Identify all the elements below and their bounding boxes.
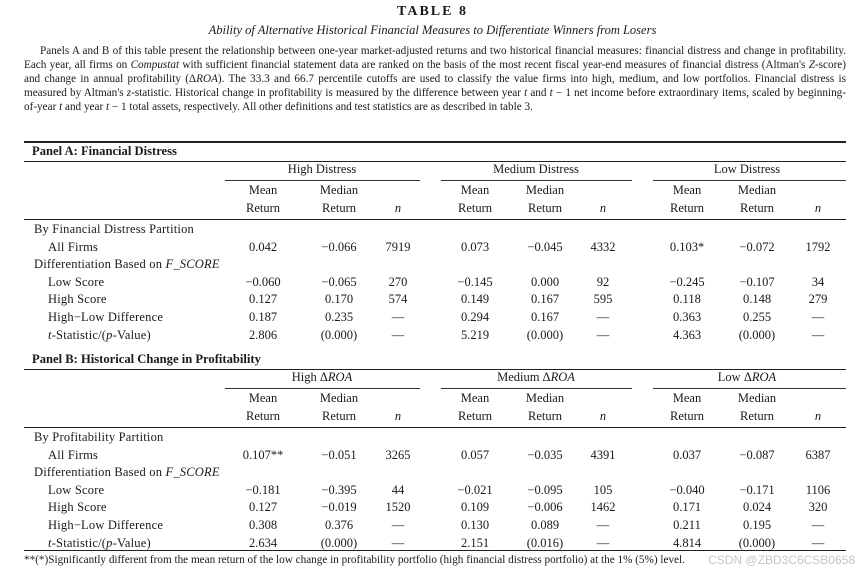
table-cell: −0.395	[321, 482, 357, 497]
group-header-prefix: Medium Δ	[497, 370, 551, 384]
group-header-suffix: ROA	[751, 370, 777, 384]
table-cell: 0.187	[248, 310, 278, 324]
table-cell: 0.073	[460, 239, 490, 254]
table-cell: 270	[388, 274, 408, 289]
table-cell: 3265	[385, 447, 411, 462]
table-cell: −0.171	[739, 482, 775, 497]
caption-text: ). The 33.3 and 66.7 percentile cutoffs are used to classify the value firms into high, medium, and low portfolios. Financial distress is measured by Altman's	[24, 73, 847, 100]
table-cell: −0.145	[457, 274, 493, 289]
group-header-3	[647, 370, 847, 385]
table-cell: 0.363	[672, 310, 702, 324]
table-row	[24, 483, 846, 500]
caption-text: and year	[62, 101, 106, 114]
column-header: Mean	[672, 391, 702, 405]
table-cell: −0.051	[321, 447, 357, 462]
column-header: Return	[321, 201, 357, 215]
caption-text: and	[527, 87, 550, 100]
row-label: High−Low Difference	[48, 310, 164, 324]
table-row	[24, 518, 846, 535]
row-label-italic: F_SCORE	[165, 257, 220, 272]
row-label: Low Score	[48, 482, 105, 497]
column-header: Median	[525, 391, 565, 405]
column-header: Return	[245, 201, 281, 215]
table-cell: —	[596, 518, 610, 532]
table-number: TABLE 8	[397, 4, 468, 19]
table-cell: −0.040	[669, 482, 705, 497]
table-cell: 0.235	[324, 310, 354, 324]
table-cell: 44	[391, 482, 405, 497]
table-cell: 4.814	[672, 535, 702, 550]
table-cell: 0.376	[324, 518, 354, 532]
table-cell: 4391	[590, 447, 616, 462]
table-row	[24, 465, 846, 482]
table-cell: 0.167	[530, 292, 560, 307]
group-header-suffix: ROA	[550, 370, 575, 384]
header-rule	[24, 219, 846, 220]
table-cell: 0.211	[673, 518, 701, 532]
table-cell: 0.042	[248, 239, 278, 254]
row-label-italic: t	[48, 535, 52, 550]
column-header: n	[394, 201, 402, 215]
group-header-prefix: Low Δ	[717, 370, 752, 384]
table-cell: 0.057	[460, 447, 490, 462]
table-cell: —	[596, 535, 610, 550]
caption-text: with sufficient financial statement data are ranked on the basis of the most recent fiscal year-end measures of financial distress (Altman's	[179, 59, 809, 72]
caption-text: -score) and change in annual profitability (Δ	[24, 59, 846, 86]
table-cell: 595	[593, 292, 613, 307]
table-cell: 0.118	[673, 292, 701, 307]
table-cell: 1462	[590, 500, 616, 515]
row-label: High Score	[48, 500, 107, 515]
caption-italic: ROA	[196, 73, 218, 86]
table-cell: 0.024	[742, 500, 772, 515]
row-label-italic: t	[48, 327, 52, 342]
caption-italic: t	[524, 87, 528, 100]
row-label: High−Low Difference	[48, 518, 164, 532]
row-label: t-Statistic/(p-Value)	[48, 535, 151, 550]
table-cell: —	[811, 310, 825, 324]
table-cell: 0.170	[324, 292, 354, 307]
table-cell: −0.107	[739, 274, 775, 289]
group-header-1	[222, 370, 422, 385]
group-header-prefix: High Δ	[291, 370, 328, 384]
row-label: By Profitability Partition	[34, 430, 164, 444]
table-cell: 0.195	[742, 518, 772, 532]
footnote: **(*)Significantly different from the mean return of the low change in profitability portfolio (high financial distress portfolio) at the 1% (5%) level.	[24, 554, 685, 566]
table-cell: 5.219	[460, 327, 490, 342]
column-header: Return	[739, 409, 775, 423]
table-cell: 0.167	[530, 310, 560, 324]
column-header: Return	[245, 409, 281, 423]
table-cell: −0.065	[321, 274, 357, 289]
row-label-italic: F_SCORE	[165, 465, 220, 480]
column-header: Mean	[248, 391, 278, 405]
table-cell: 0.127	[248, 500, 278, 515]
row-label: Differentiation Based on F_SCORE	[34, 465, 220, 480]
row-label: By Financial Distress Partition	[34, 222, 195, 236]
table-cell: —	[811, 327, 825, 342]
group-underline	[225, 180, 420, 181]
table-cell: −0.095	[527, 482, 563, 497]
table-row	[24, 257, 846, 274]
group-header-3: Low Distress	[713, 162, 781, 176]
table-row	[24, 275, 846, 292]
caption-italic: t	[549, 87, 553, 100]
table-row	[24, 448, 846, 465]
table-cell: −0.245	[669, 274, 705, 289]
table-cell: 92	[596, 274, 610, 289]
caption-text: − 1 total assets, respectively. All other definitions and test statistics are as described in table 3.	[109, 101, 533, 114]
table-cell: 0.149	[460, 292, 490, 307]
table-cell: 0.037	[672, 447, 702, 462]
row-label: Differentiation Based on F_SCORE	[34, 257, 220, 272]
table-cell: 1106	[805, 482, 831, 497]
column-header: n	[599, 201, 607, 215]
caption-italic: Compustat	[130, 59, 180, 72]
table-cell: 0.148	[742, 292, 772, 307]
group-underline	[441, 180, 632, 181]
group-underline	[441, 388, 632, 389]
table-cell: 0.109	[460, 500, 490, 515]
table-cell: 0.294	[460, 310, 490, 324]
table-cell: (0.000)	[738, 327, 776, 342]
caption-italic: Z	[808, 59, 815, 72]
caption-text: − 1 net income before extraordinary items, scaled by beginning-of-year	[24, 87, 846, 114]
column-header: n	[814, 201, 822, 215]
table-cell: 2.151	[460, 535, 490, 550]
table-cell: 0.089	[530, 518, 560, 532]
column-header: Return	[527, 201, 563, 215]
table-cell: 1520	[385, 500, 411, 515]
table-cell: −0.019	[321, 500, 357, 515]
table-cell: 0.255	[742, 310, 772, 324]
table-cell: 1792	[805, 239, 831, 254]
table-row	[24, 240, 846, 257]
column-header: Return	[669, 201, 705, 215]
caption-italic: z	[126, 87, 132, 100]
row-label-italic: p	[106, 327, 113, 342]
table-cell: 4.363	[672, 327, 702, 342]
column-header: Return	[527, 409, 563, 423]
table-cell: —	[391, 327, 405, 342]
table-cell: (0.000)	[320, 327, 358, 342]
caption-text: -statistic. Historical change in profitability is measured by the difference between year	[131, 87, 525, 100]
column-header: Return	[669, 409, 705, 423]
table-cell: 0.308	[248, 518, 278, 532]
caption-text: Panels A and B of this table present the relationship between one-year market-adjusted returns and two historical financial measures: financial distress and change in profitability. Each year, all firms on	[24, 45, 846, 72]
panel-b-title: Panel B: Historical Change in Profitability	[32, 352, 261, 366]
table-cell: (0.000)	[320, 535, 358, 550]
table-cell: −0.021	[457, 482, 493, 497]
column-header: Return	[321, 409, 357, 423]
group-underline	[653, 388, 846, 389]
row-label: All Firms	[48, 239, 99, 254]
caption-italic: t	[59, 101, 63, 114]
header-rule	[24, 427, 846, 428]
group-header-1: High Distress	[287, 162, 357, 176]
table-cell: 2.634	[248, 535, 278, 550]
column-header: Mean	[248, 183, 278, 197]
table-cell: 0.130	[460, 518, 490, 532]
table-cell: —	[391, 518, 405, 532]
table-cell: 0.127	[248, 292, 278, 307]
table-cell: 105	[593, 482, 613, 497]
table-cell: (0.000)	[738, 535, 776, 550]
table-cell: —	[596, 310, 610, 324]
group-header-2: Medium Distress	[493, 162, 579, 176]
table-row	[24, 430, 846, 447]
column-header: n	[394, 409, 402, 423]
table-cell: −0.060	[245, 274, 281, 289]
row-label: Low Score	[48, 274, 105, 289]
column-header: Median	[319, 391, 359, 405]
row-label: High Score	[48, 292, 107, 307]
group-underline	[225, 388, 420, 389]
table-cell: −0.006	[527, 500, 563, 515]
top-rule	[24, 141, 846, 143]
column-header: Mean	[672, 183, 702, 197]
group-underline	[653, 180, 846, 181]
table-cell: 0.000	[530, 274, 560, 289]
table-cell: −0.072	[739, 239, 775, 254]
table-cell: —	[391, 535, 405, 550]
table-cell: −0.045	[527, 239, 563, 254]
table-row	[24, 292, 846, 309]
table-title: Ability of Alternative Historical Financial Measures to Differentiate Winners from Losers	[208, 23, 657, 37]
table-caption	[24, 44, 846, 114]
table-row	[24, 500, 846, 517]
table-cell: 2.806	[248, 327, 278, 342]
table-cell: 0.171	[672, 500, 702, 515]
table-cell: —	[391, 310, 405, 324]
group-header-suffix: ROA	[327, 370, 353, 384]
row-label: All Firms	[48, 447, 99, 462]
table-cell: 0.107**	[242, 447, 284, 462]
table-row	[24, 328, 846, 345]
table-cell: 4332	[590, 239, 616, 254]
table-cell: −0.066	[321, 239, 357, 254]
column-header: n	[814, 409, 822, 423]
table-row	[24, 310, 846, 327]
column-header: Return	[739, 201, 775, 215]
column-header: Return	[457, 409, 493, 423]
row-label: t-Statistic/(p-Value)	[48, 327, 151, 342]
column-header: Median	[737, 183, 777, 197]
table-cell: 34	[811, 274, 825, 289]
table-cell: 7919	[385, 239, 411, 254]
column-header: Mean	[460, 391, 490, 405]
watermark: CSDN @ZBD3C6CSB0658	[708, 553, 855, 567]
row-label-italic: p	[106, 535, 113, 550]
table-cell: −0.035	[527, 447, 563, 462]
caption-italic: t	[106, 101, 110, 114]
column-header: Mean	[460, 183, 490, 197]
column-header: Median	[319, 183, 359, 197]
table-cell: −0.087	[739, 447, 775, 462]
table-cell: 6387	[805, 447, 831, 462]
table-row	[24, 222, 846, 239]
column-header: n	[599, 409, 607, 423]
table-cell: 0.103*	[669, 239, 705, 254]
table-cell: (0.016)	[526, 535, 564, 550]
column-header: Return	[457, 201, 493, 215]
table-cell: (0.000)	[526, 327, 564, 342]
panel-a-title: Panel A: Financial Distress	[32, 144, 177, 158]
table-cell: 279	[808, 292, 828, 307]
table-cell: 574	[388, 292, 408, 307]
group-header-2	[436, 370, 636, 385]
table-cell: —	[811, 535, 825, 550]
table-cell: −0.181	[245, 482, 281, 497]
table-cell: 320	[808, 500, 828, 515]
table-cell: —	[811, 518, 825, 532]
table-cell: —	[596, 327, 610, 342]
bottom-rule	[24, 550, 846, 551]
column-header: Median	[525, 183, 565, 197]
column-header: Median	[737, 391, 777, 405]
